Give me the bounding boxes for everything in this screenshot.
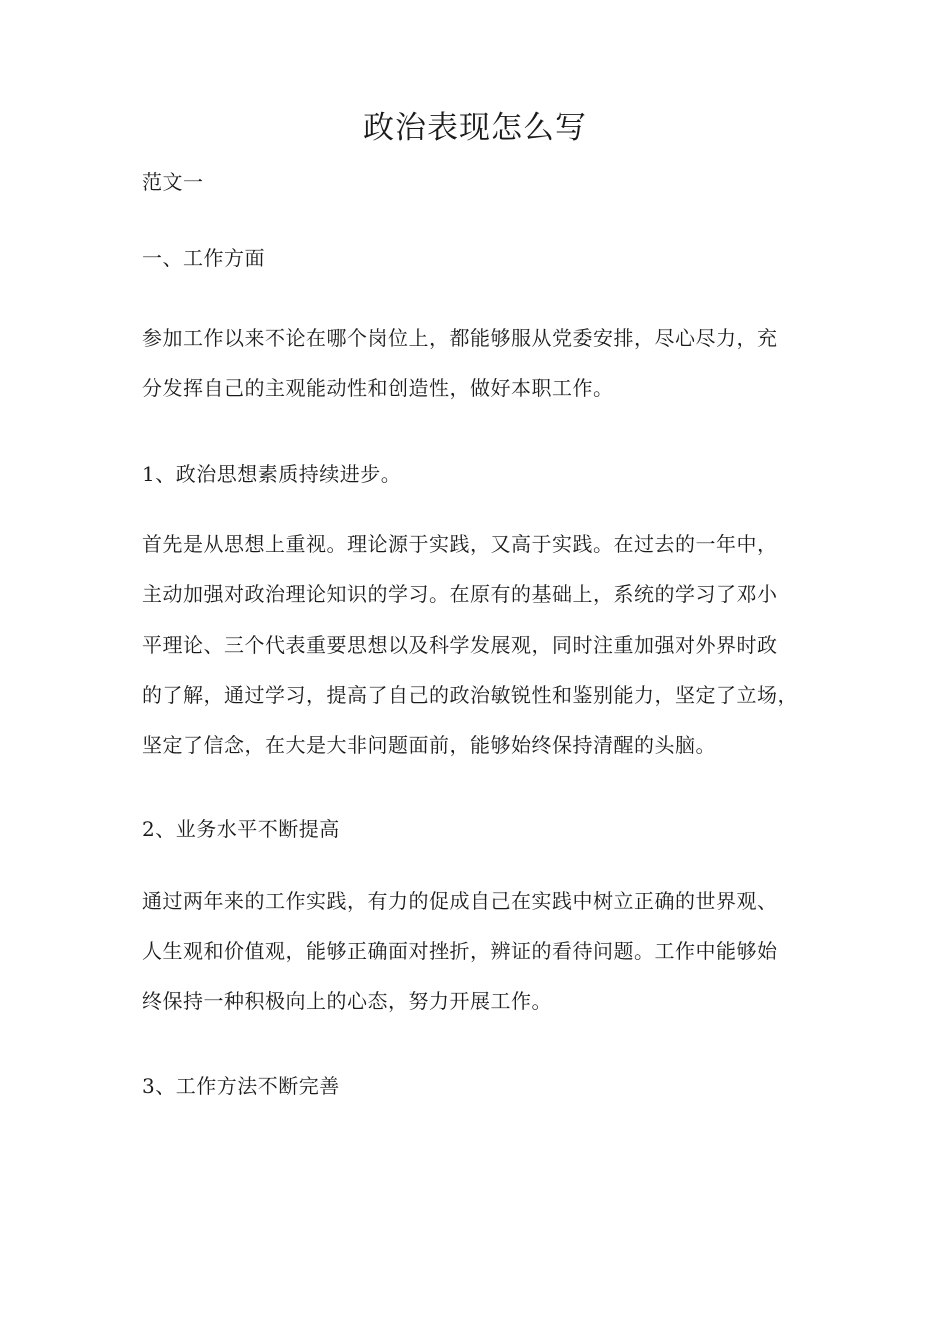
document-title: 政治表现怎么写 [363,110,587,146]
sample-label: 范文一 [142,170,204,194]
item1-line: 坚定了信念，在大是大非问题面前，能够始终保持清醒的头脑。 [142,733,716,757]
item3-heading: 3、工作方法不断完善 [142,1074,340,1098]
item1-line: 首先是从思想上重视。理论源于实践，又高于实践。在过去的一年中， [142,532,778,556]
item2-line: 终保持一种积极向上的心态，努力开展工作。 [142,989,552,1013]
intro-line: 参加工作以来不论在哪个岗位上，都能够服从党委安排，尽心尽力，充 [142,326,778,350]
intro-line: 分发挥自己的主观能动性和创造性，做好本职工作。 [142,376,614,400]
item2-line: 通过两年来的工作实践，有力的促成自己在实践中树立正确的世界观、 [142,889,778,913]
item1-heading: 1、政治思想素质持续进步。 [142,462,402,486]
item1-line: 平理论、三个代表重要思想以及科学发展观，同时注重加强对外界时政 [142,633,778,657]
item2-line: 人生观和价值观，能够正确面对挫折，辨证的看待问题。工作中能够始 [142,939,778,963]
section-heading: 一、工作方面 [142,246,265,270]
item1-line: 的了解，通过学习，提高了自己的政治敏锐性和鉴别能力，坚定了立场， [142,683,798,707]
item1-line: 主动加强对政治理论知识的学习。在原有的基础上，系统的学习了邓小 [142,582,778,606]
item2-heading: 2、业务水平不断提高 [142,817,340,841]
